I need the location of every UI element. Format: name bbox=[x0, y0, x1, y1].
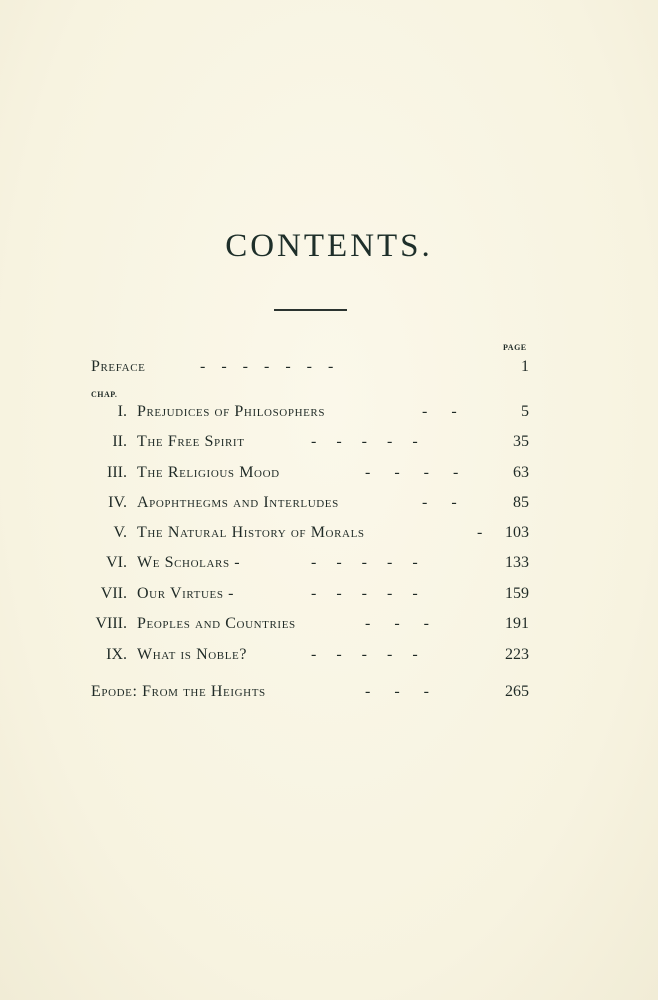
toc-entry bbox=[0, 643, 658, 667]
toc-entry bbox=[0, 461, 658, 485]
toc-entry-label: Peoples and Countries bbox=[137, 615, 296, 632]
chapter-number: VII. bbox=[100, 585, 127, 602]
toc-entry-label: The Natural History of Morals bbox=[137, 524, 365, 541]
toc-entry-label: The Religious Mood bbox=[137, 464, 280, 481]
chapter-number: I. bbox=[117, 403, 127, 420]
toc-entry-leader: - - - bbox=[365, 615, 429, 632]
toc-entry-page: 191 bbox=[505, 615, 529, 632]
chapter-number: VI. bbox=[106, 554, 127, 571]
toc-entry-label: We Scholars - bbox=[137, 554, 241, 571]
chapter-column-heading: CHAP. bbox=[91, 390, 118, 399]
toc-entry-label: Our Virtues - bbox=[137, 585, 235, 602]
toc-entry-leader: - bbox=[477, 524, 483, 541]
toc-entry-page: 159 bbox=[505, 585, 529, 602]
toc-entry-page: 265 bbox=[505, 683, 529, 700]
toc-entry-page: 1 bbox=[521, 358, 529, 375]
toc-entry-page: 35 bbox=[513, 433, 529, 450]
toc-entry bbox=[0, 521, 658, 545]
page-title: CONTENTS. bbox=[225, 228, 433, 264]
toc-entry-leader: - - - - - - - bbox=[200, 358, 334, 375]
toc-entry-epode bbox=[0, 680, 658, 704]
toc-entry-leader: - - - - - bbox=[311, 585, 418, 602]
toc-entry-label: Preface bbox=[91, 358, 146, 375]
toc-entry-page: 223 bbox=[505, 646, 529, 663]
page-column-heading: PAGE bbox=[503, 343, 527, 352]
toc-entry bbox=[0, 491, 658, 515]
toc-entry-page: 85 bbox=[513, 494, 529, 511]
toc-entry-leader: - - - - - bbox=[311, 646, 418, 663]
toc-entry-label: The Free Spirit bbox=[137, 433, 245, 450]
toc-entry-leader: - - - - - bbox=[311, 433, 418, 450]
toc-entry-label: Apophthegms and Interludes bbox=[137, 494, 339, 511]
chapter-number: VIII. bbox=[95, 615, 127, 632]
toc-entry-leader: - - - - - bbox=[311, 554, 418, 571]
toc-entry-leader: - - - bbox=[365, 683, 429, 700]
toc-entry-label: Epode: From the Heights bbox=[91, 683, 266, 700]
toc-entry-label: Prejudices of Philosophers bbox=[137, 403, 326, 420]
chapter-number: III. bbox=[107, 464, 127, 481]
toc-entry-page: 133 bbox=[505, 554, 529, 571]
chapter-number: V. bbox=[113, 524, 127, 541]
toc-entry-leader: - - bbox=[422, 403, 457, 420]
toc-entry bbox=[0, 400, 658, 424]
toc-entry-leader: - - bbox=[422, 494, 457, 511]
title-rule bbox=[274, 309, 347, 311]
toc-entry bbox=[0, 551, 658, 575]
toc-entry-leader: - - - - bbox=[365, 464, 459, 481]
toc-entry-preface bbox=[0, 355, 658, 379]
toc-entry-page: 103 bbox=[505, 524, 529, 541]
chapter-number: II. bbox=[112, 433, 127, 450]
toc-entry-page: 5 bbox=[521, 403, 529, 420]
chapter-number: IX. bbox=[106, 646, 127, 663]
toc-entry bbox=[0, 430, 658, 454]
toc-entry-page: 63 bbox=[513, 464, 529, 481]
toc-entry bbox=[0, 582, 658, 606]
toc-entry-label: What is Noble? bbox=[137, 646, 248, 663]
chapter-number: IV. bbox=[108, 494, 127, 511]
toc-entry bbox=[0, 612, 658, 636]
